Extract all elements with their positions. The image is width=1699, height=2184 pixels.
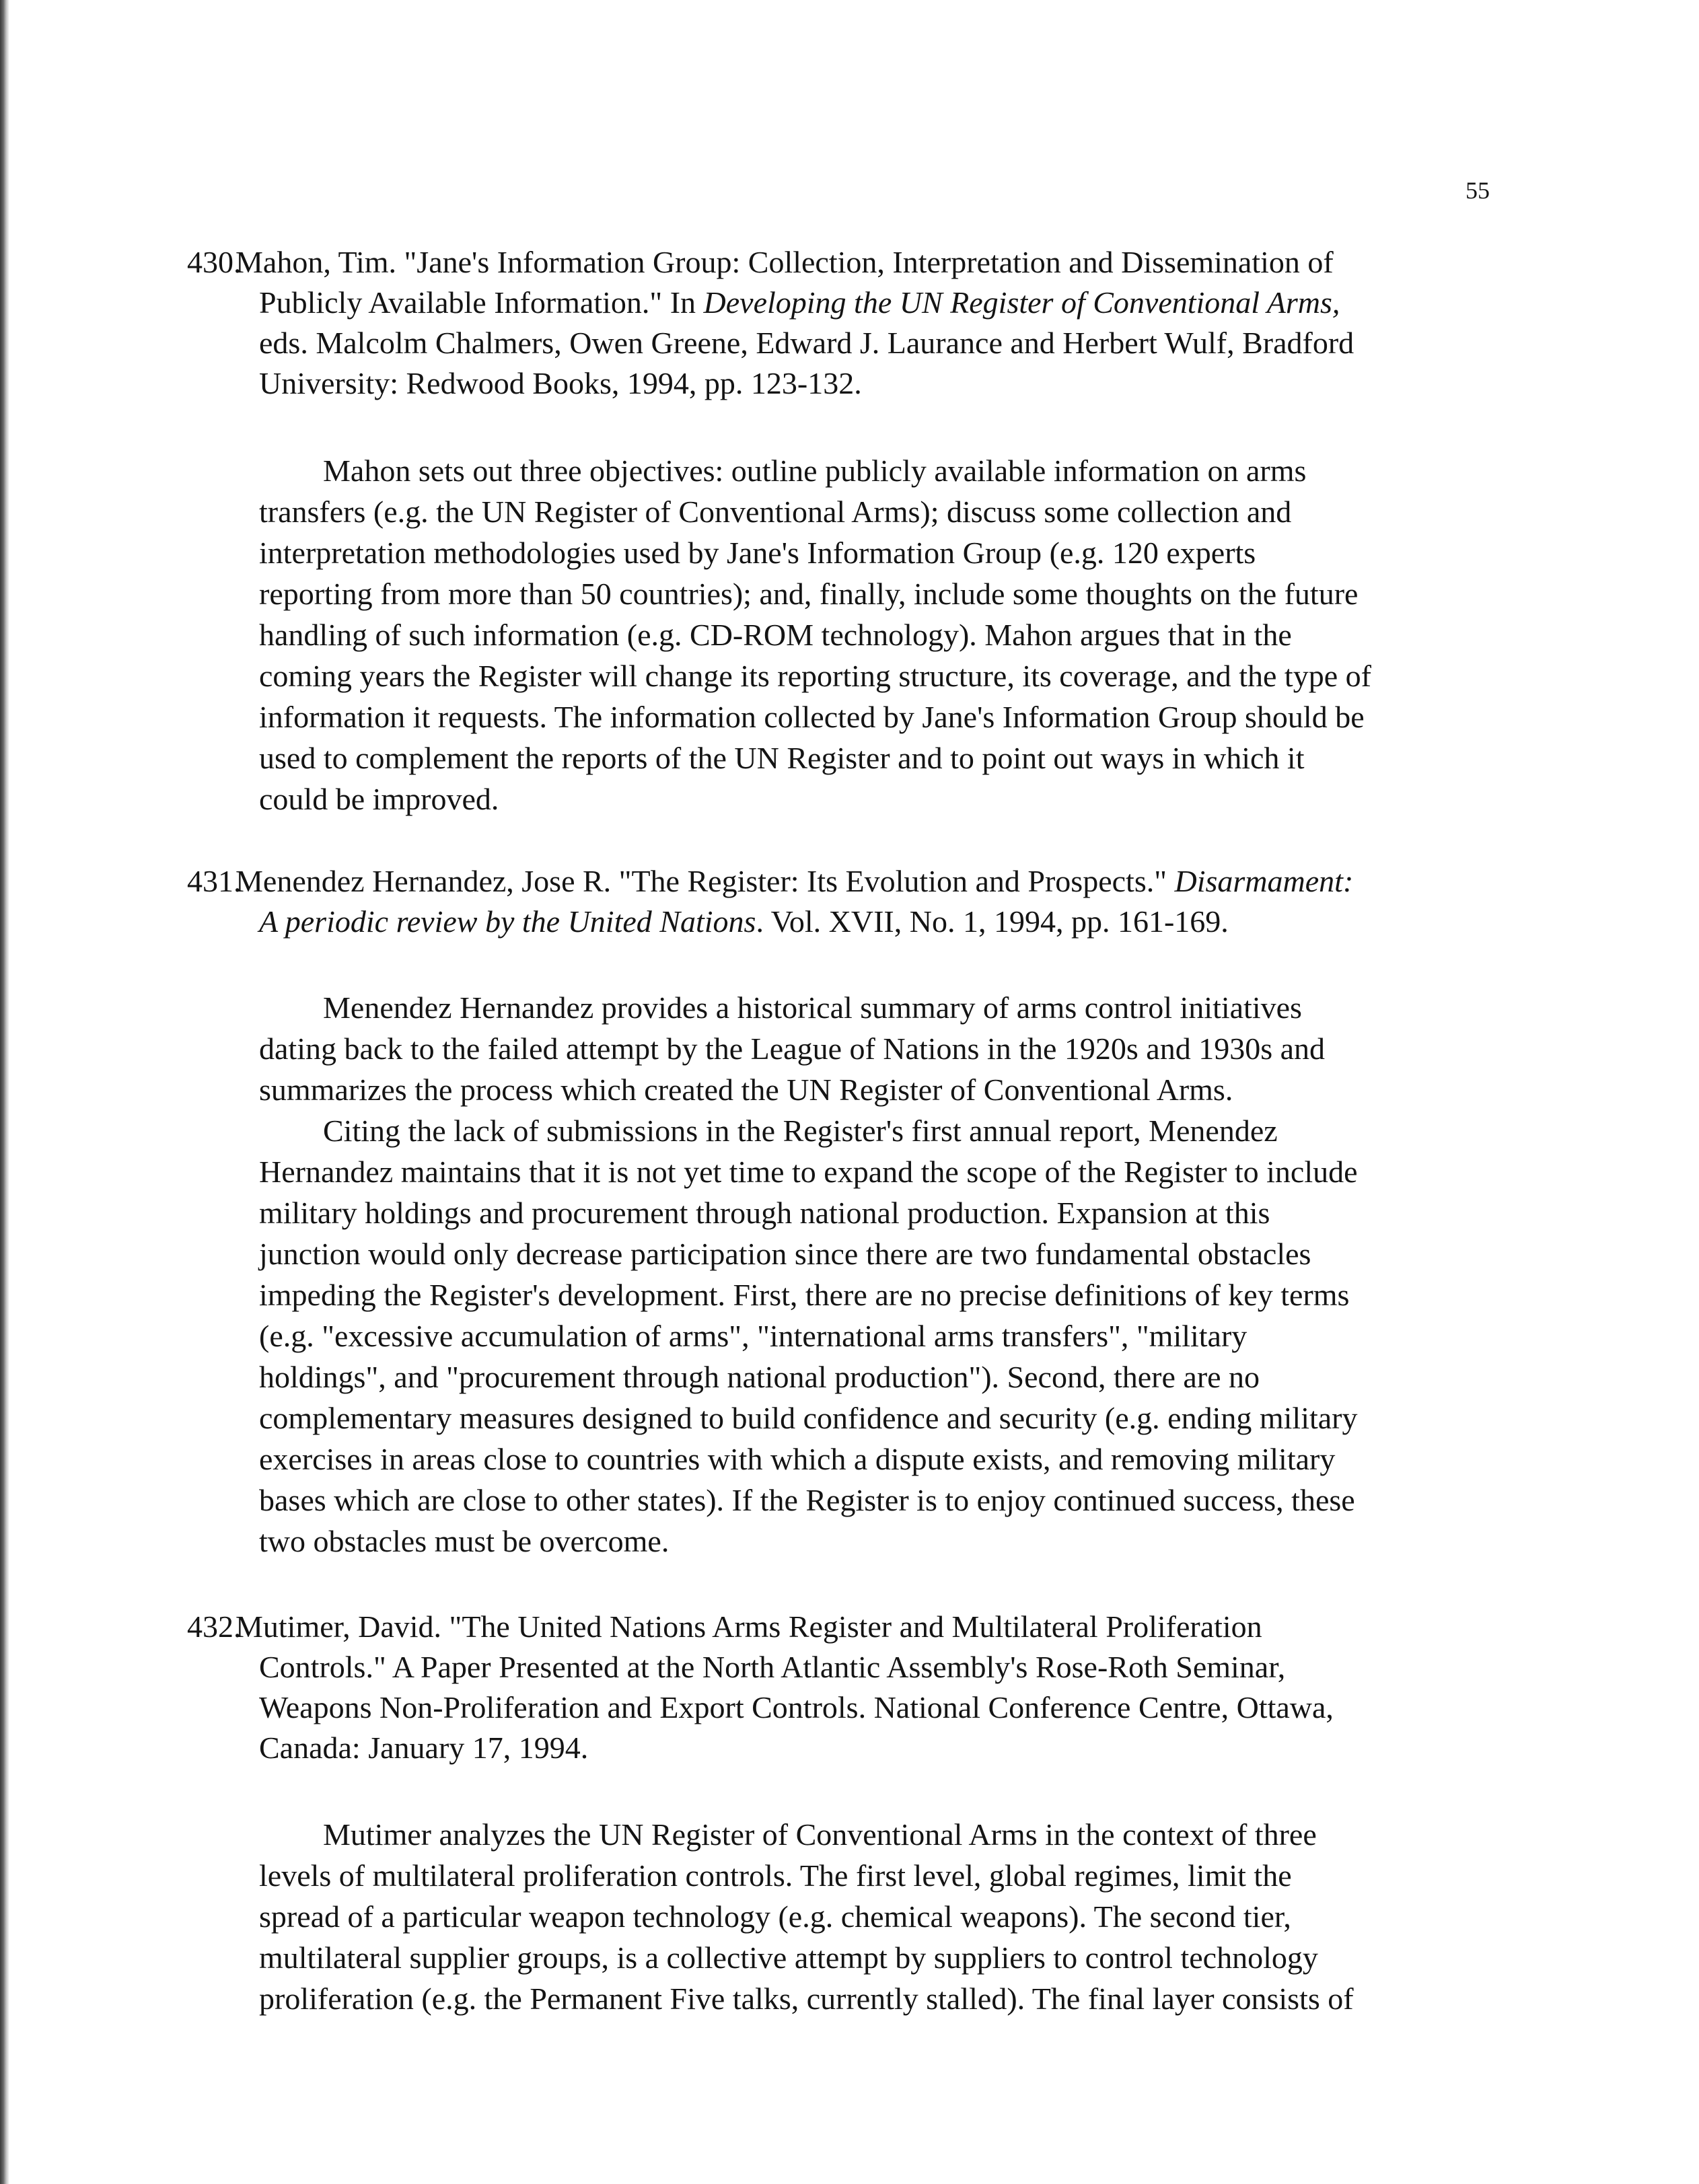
- citation-line: [259, 902, 1229, 942]
- annotation-line: handling of such information (e.g. CD-ROM technology). Mahon argues that in the: [259, 618, 1292, 652]
- annotation-line: junction would only decrease participation since there are two fundamental obstacles: [259, 1237, 1311, 1271]
- citation-line: Weapons Non-Proliferation and Export Controls. National Conference Centre, Ottawa,: [259, 1690, 1334, 1724]
- citation-text: Publicly Available Information." In: [259, 285, 704, 320]
- annotation-line: could be improved.: [259, 782, 499, 816]
- citation-line: Canada: January 17, 1994.: [259, 1731, 589, 1765]
- annotation-line: used to complement the reports of the UN Register and to point out ways in which it: [259, 741, 1305, 775]
- citation-title-italic: Developing the UN Register of Conventional Arms,: [703, 285, 1340, 320]
- annotation-line: Hernandez maintains that it is not yet time to expand the scope of the Register to include: [259, 1155, 1358, 1189]
- annotation-line: interpretation methodologies used by Jane's Information Group (e.g. 120 experts: [259, 536, 1256, 570]
- annotation-line: two obstacles must be overcome.: [259, 1524, 670, 1558]
- citation-line: Controls." A Paper Presented at the North Atlantic Assembly's Rose-Roth Seminar,: [259, 1650, 1286, 1684]
- annotation-line: dating back to the failed attempt by the League of Nations in the 1920s and 1930s and: [259, 1031, 1326, 1066]
- annotation-line: military holdings and procurement through national production. Expansion at this: [259, 1196, 1270, 1230]
- citation-journal-italic: A periodic review by the United Nations: [259, 904, 756, 939]
- annotation-line: levels of multilateral proliferation controls. The first level, global regimes, limit the: [259, 1858, 1292, 1893]
- annotation-line: transfers (e.g. the UN Register of Conventional Arms); discuss some collection and: [259, 495, 1292, 529]
- annotation-line: reporting from more than 50 countries); and, finally, include some thoughts on the future: [259, 577, 1359, 611]
- citation-journal-italic: Disarmament:: [1174, 864, 1354, 898]
- annotation-line: proliferation (e.g. the Permanent Five talks, currently stalled). The final layer consists of: [259, 1981, 1354, 2016]
- annotation-line: exercises in areas close to countries with which a dispute exists, and removing military: [259, 1442, 1336, 1476]
- citation-line: Mahon, Tim. "Jane's Information Group: Collection, Interpretation and Dissemination of: [236, 245, 1334, 279]
- annotation-line: bases which are close to other states). If the Register is to enjoy continued success, these: [259, 1483, 1355, 1517]
- annotation-line: impeding the Register's development. First, there are no precise definitions of key terms: [259, 1278, 1350, 1312]
- annotation-line: summarizes the process which created the UN Register of Conventional Arms.: [259, 1072, 1233, 1107]
- scan-edge: [0, 0, 9, 2184]
- citation-text: . Vol. XVII, No. 1, 1994, pp. 161-169.: [756, 904, 1229, 939]
- annotation-line: Mutimer analyzes the UN Register of Conventional Arms in the context of three: [323, 1817, 1317, 1852]
- citation-line: Mutimer, David. "The United Nations Arms Register and Multilateral Proliferation: [236, 1609, 1262, 1644]
- entry-number: 430.: [187, 245, 242, 279]
- annotation-line: information it requests. The information collected by Jane's Information Group should be: [259, 700, 1365, 734]
- citation-line: [236, 861, 1353, 902]
- annotation-line: Menendez Hernandez provides a historical summary of arms control initiatives: [323, 990, 1302, 1025]
- page-number: 55: [1466, 177, 1490, 204]
- annotation-line: complementary measures designed to build confidence and security (e.g. ending military: [259, 1401, 1358, 1435]
- citation-line: University: Redwood Books, 1994, pp. 123-132.: [259, 366, 862, 400]
- citation-line: eds. Malcolm Chalmers, Owen Greene, Edward J. Laurance and Herbert Wulf, Bradford: [259, 326, 1354, 360]
- annotation-line: Mahon sets out three objectives: outline publicly available information on arms: [323, 453, 1307, 488]
- annotation-line: coming years the Register will change its reporting structure, its coverage, and the type of: [259, 659, 1371, 693]
- annotation-line: spread of a particular weapon technology (e.g. chemical weapons). The second tier,: [259, 1899, 1291, 1934]
- annotation-line: (e.g. "excessive accumulation of arms", "international arms transfers", "military: [259, 1319, 1248, 1353]
- annotation-line: Citing the lack of submissions in the Register's first annual report, Menendez: [323, 1114, 1278, 1148]
- entry-number: 431.: [187, 864, 242, 898]
- entry-number: 432.: [187, 1609, 242, 1644]
- citation-line: [259, 283, 1340, 323]
- annotation-line: holdings", and "procurement through national production"). Second, there are no: [259, 1360, 1260, 1394]
- citation-text: Menendez Hernandez, Jose R. "The Register: Its Evolution and Prospects.": [236, 864, 1175, 898]
- annotation-line: multilateral supplier groups, is a collective attempt by suppliers to control technology: [259, 1940, 1318, 1975]
